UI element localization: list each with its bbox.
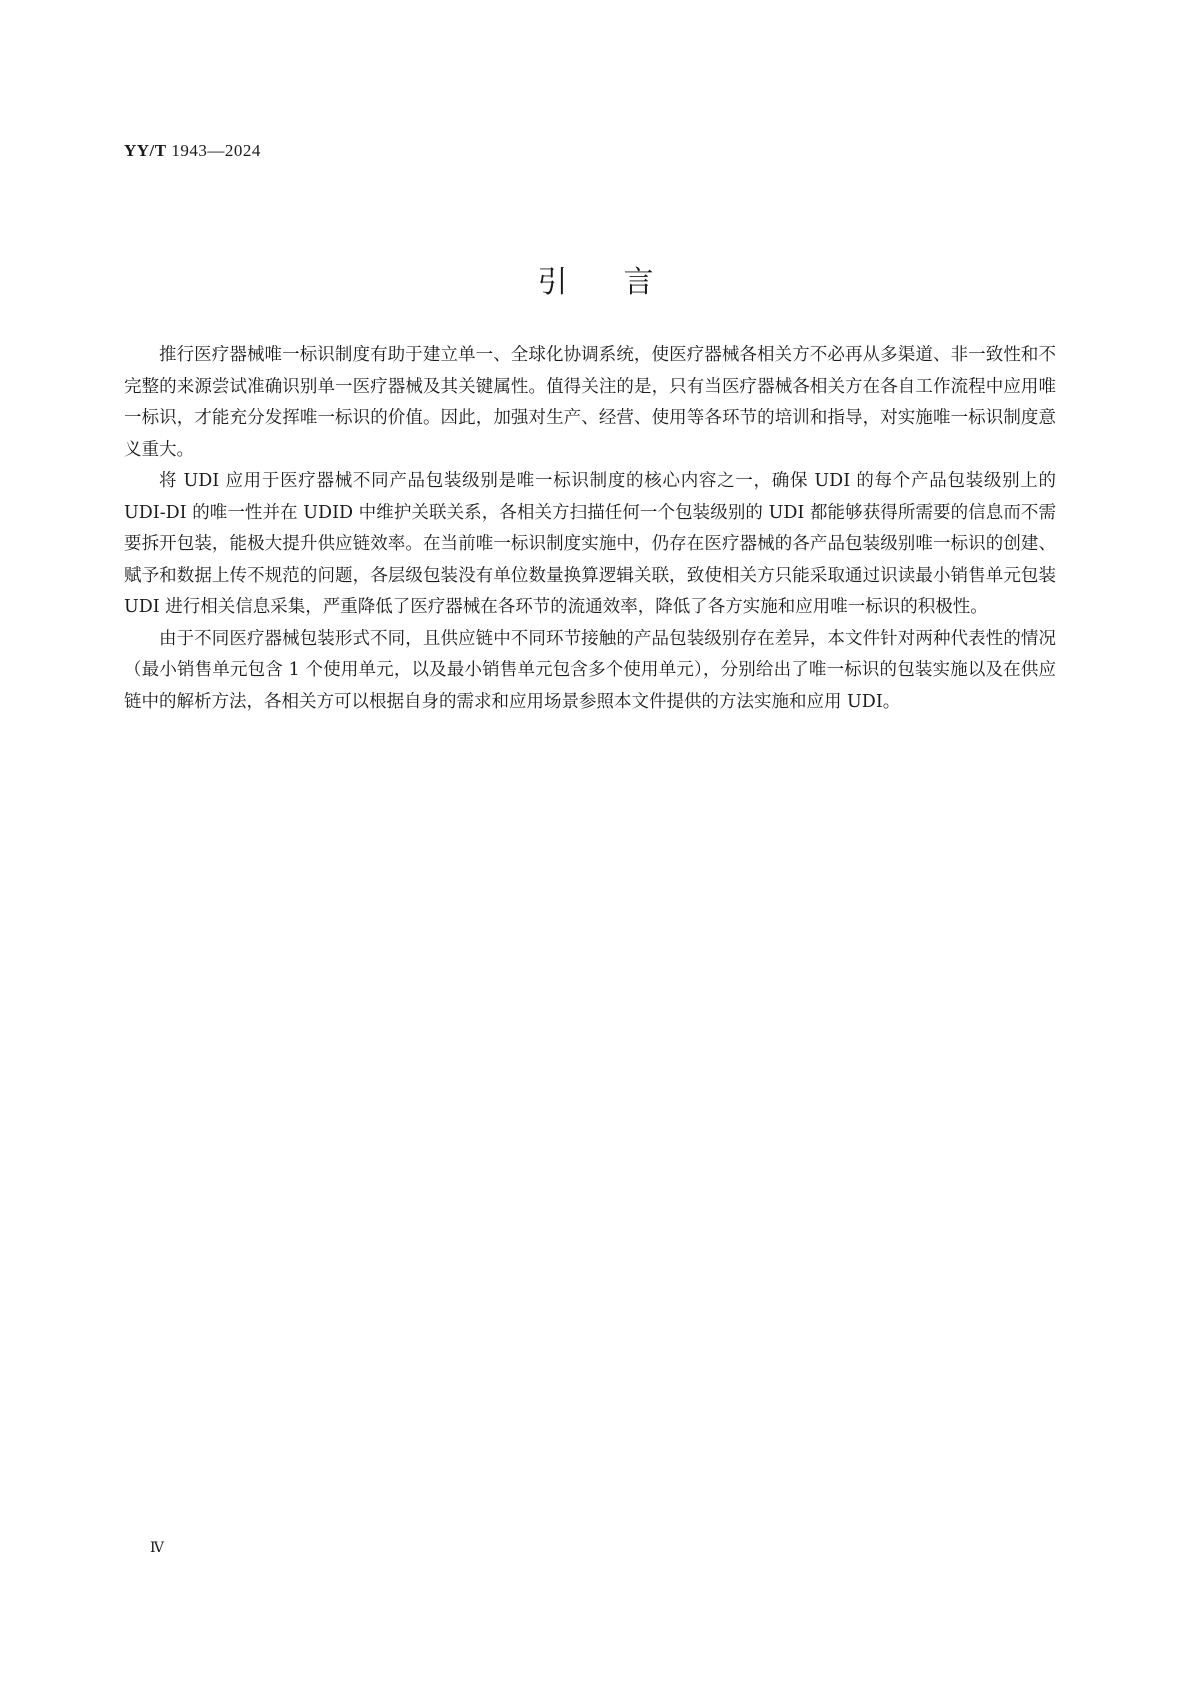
paragraph-1: 推行医疗器械唯一标识制度有助于建立单一、全球化协调系统，使医疗器械各相关方不必再从多渠道、非一致性和不完整的来源尝试准确识别单一医疗器械及其关键属性。值得关注的是，只有当医疗器械各相关方在各自工作流程中应用唯一标识，才能充分发挥唯一标识的价值。因此，加强对生产、经营、使用等各环节的培训和指导，对实施唯一标识制度意义重大。 xyxy=(124,345,1056,460)
paragraph-2: 将 UDI 应用于医疗器械不同产品包装级别是唯一标识制度的核心内容之一，确保 UDI 的每个产品包装级别上的 UDI-DI 的唯一性并在 UDID 中维护关联关系，各相关方扫描任何一个包装级别的 UDI 都能够获得所需要的信息而不需要拆开包装，能极大提升供应链效率。在当前唯一标识制度实施中，仍存在医疗器械的各产品包装级别唯一标识的创建、赋予和数据上传不规范的问题，各层级包装没有单位数量换算逻辑关联，致使相关方只能采取通过识读最小销售单元包装 UDI 进行相关信息采集，严重降低了医疗器械在各环节的流通效率，降低了各方实施和应用唯一标识的积极性。 xyxy=(124,471,1056,617)
page-title: 引言 xyxy=(537,265,710,301)
introduction-body xyxy=(124,340,1056,718)
page-number: Ⅳ xyxy=(150,1541,164,1556)
document-code xyxy=(124,140,261,162)
document-code-prefix: YY/T xyxy=(124,141,167,160)
document-code-number: 1943—2024 xyxy=(171,141,261,160)
paragraph-3: 由于不同医疗器械包装形式不同，且供应链中不同环节接触的产品包装级别存在差异，本文件针对两种代表性的情况（最小销售单元包含 1 个使用单元，以及最小销售单元包含多个使用单元），分别给出了唯一标识的包装实施以及在供应链中的解析方法，各相关方可以根据自身的需求和应用场景参照本文件提供的方法实施和应用 UDI。 xyxy=(124,628,1056,712)
